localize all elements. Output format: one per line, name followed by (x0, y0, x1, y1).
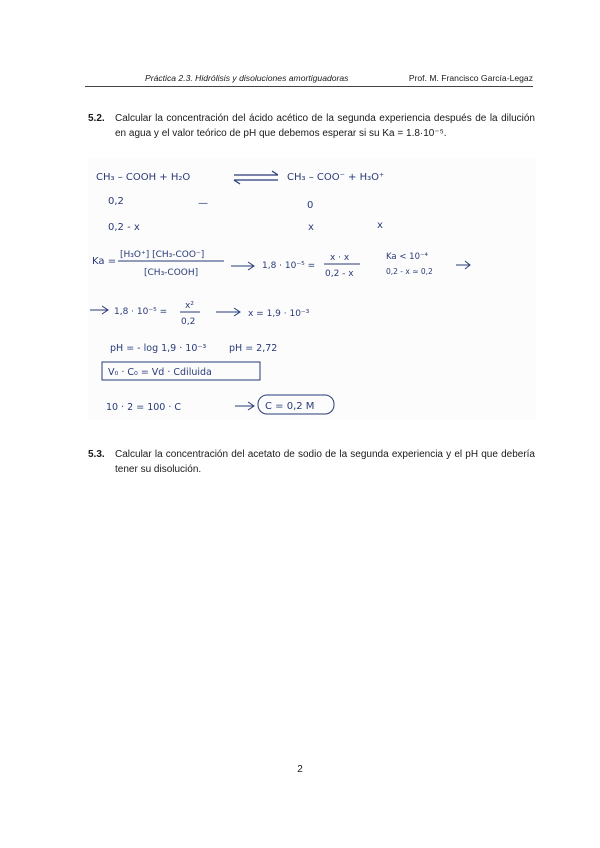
arrow-icon (216, 308, 240, 316)
x-squared: x² (185, 301, 194, 311)
handwritten-solution (88, 158, 536, 420)
arrow-icon (90, 306, 108, 314)
eq-products: CH₃ – COO⁻ + H₃O⁺ (287, 172, 385, 183)
question-text: Calcular la concentración del ácido acético de la segunda experiencia después de la dilución en agua y el valor teórico de pH que debemos esperar si su Ka = 1.8·10⁻⁵. (115, 113, 535, 139)
question-number: 5.3. (88, 449, 105, 460)
header-author: Prof. M. Francisco García-Legaz (408, 73, 533, 83)
initial-acetate: 0 (307, 200, 314, 211)
initial-water: — (198, 198, 208, 209)
equilibrium-acid: 0,2 - x (108, 222, 140, 233)
xx-denominator: 0,2 - x (325, 269, 354, 279)
arrow-icon (456, 261, 470, 269)
eq-reactants: CH₃ – COOH + H₂O (96, 172, 191, 183)
ph-result: pH = 2,72 (229, 343, 278, 354)
dilution-calculation: 10 · 2 = 100 · C (106, 402, 182, 413)
question-text: Calcular la concentración del acetato de sodio de la segunda experiencia y el pH que debería tener su disolución. (115, 449, 535, 475)
ph-calculation: pH = - log 1,9 · 10⁻³ (110, 343, 207, 354)
arrow-icon (231, 262, 254, 270)
x-result: x = 1,9 · 10⁻³ (248, 309, 310, 319)
arrow-icon (235, 402, 254, 410)
dilution-result: C = 0,2 M (265, 401, 315, 412)
approx-result: 0,2 - x ≈ 0,2 (386, 267, 433, 276)
approx-condition: Ka < 10⁻⁴ (386, 252, 428, 262)
handwriting-canvas (88, 158, 536, 420)
ka-value-2: 1,8 · 10⁻⁵ = (114, 307, 168, 317)
ka-value: 1,8 · 10⁻⁵ = (262, 261, 316, 271)
header-title: Práctica 2.3. Hidrólisis y disoluciones amortiguadoras (145, 73, 349, 83)
dilution-formula: V₀ · C₀ = Vd · Cdiluida (108, 367, 212, 378)
ka-label: Ka = (92, 256, 117, 267)
initial-acid: 0,2 (108, 196, 124, 207)
page-number: 2 (297, 764, 303, 775)
ka-denominator: [CH₃-COOH] (144, 268, 199, 278)
question-number: 5.2. (88, 113, 105, 124)
equilibrium-arrows-icon (234, 171, 278, 184)
x-denominator: 0,2 (181, 317, 196, 327)
equilibrium-acetate: x (308, 222, 314, 233)
equilibrium-hydronium: x (377, 220, 383, 231)
page-header (85, 72, 533, 87)
ka-numerator: [H₃O⁺] [CH₃-COO⁻] (120, 250, 205, 260)
xx-numerator: x · x (330, 253, 350, 263)
